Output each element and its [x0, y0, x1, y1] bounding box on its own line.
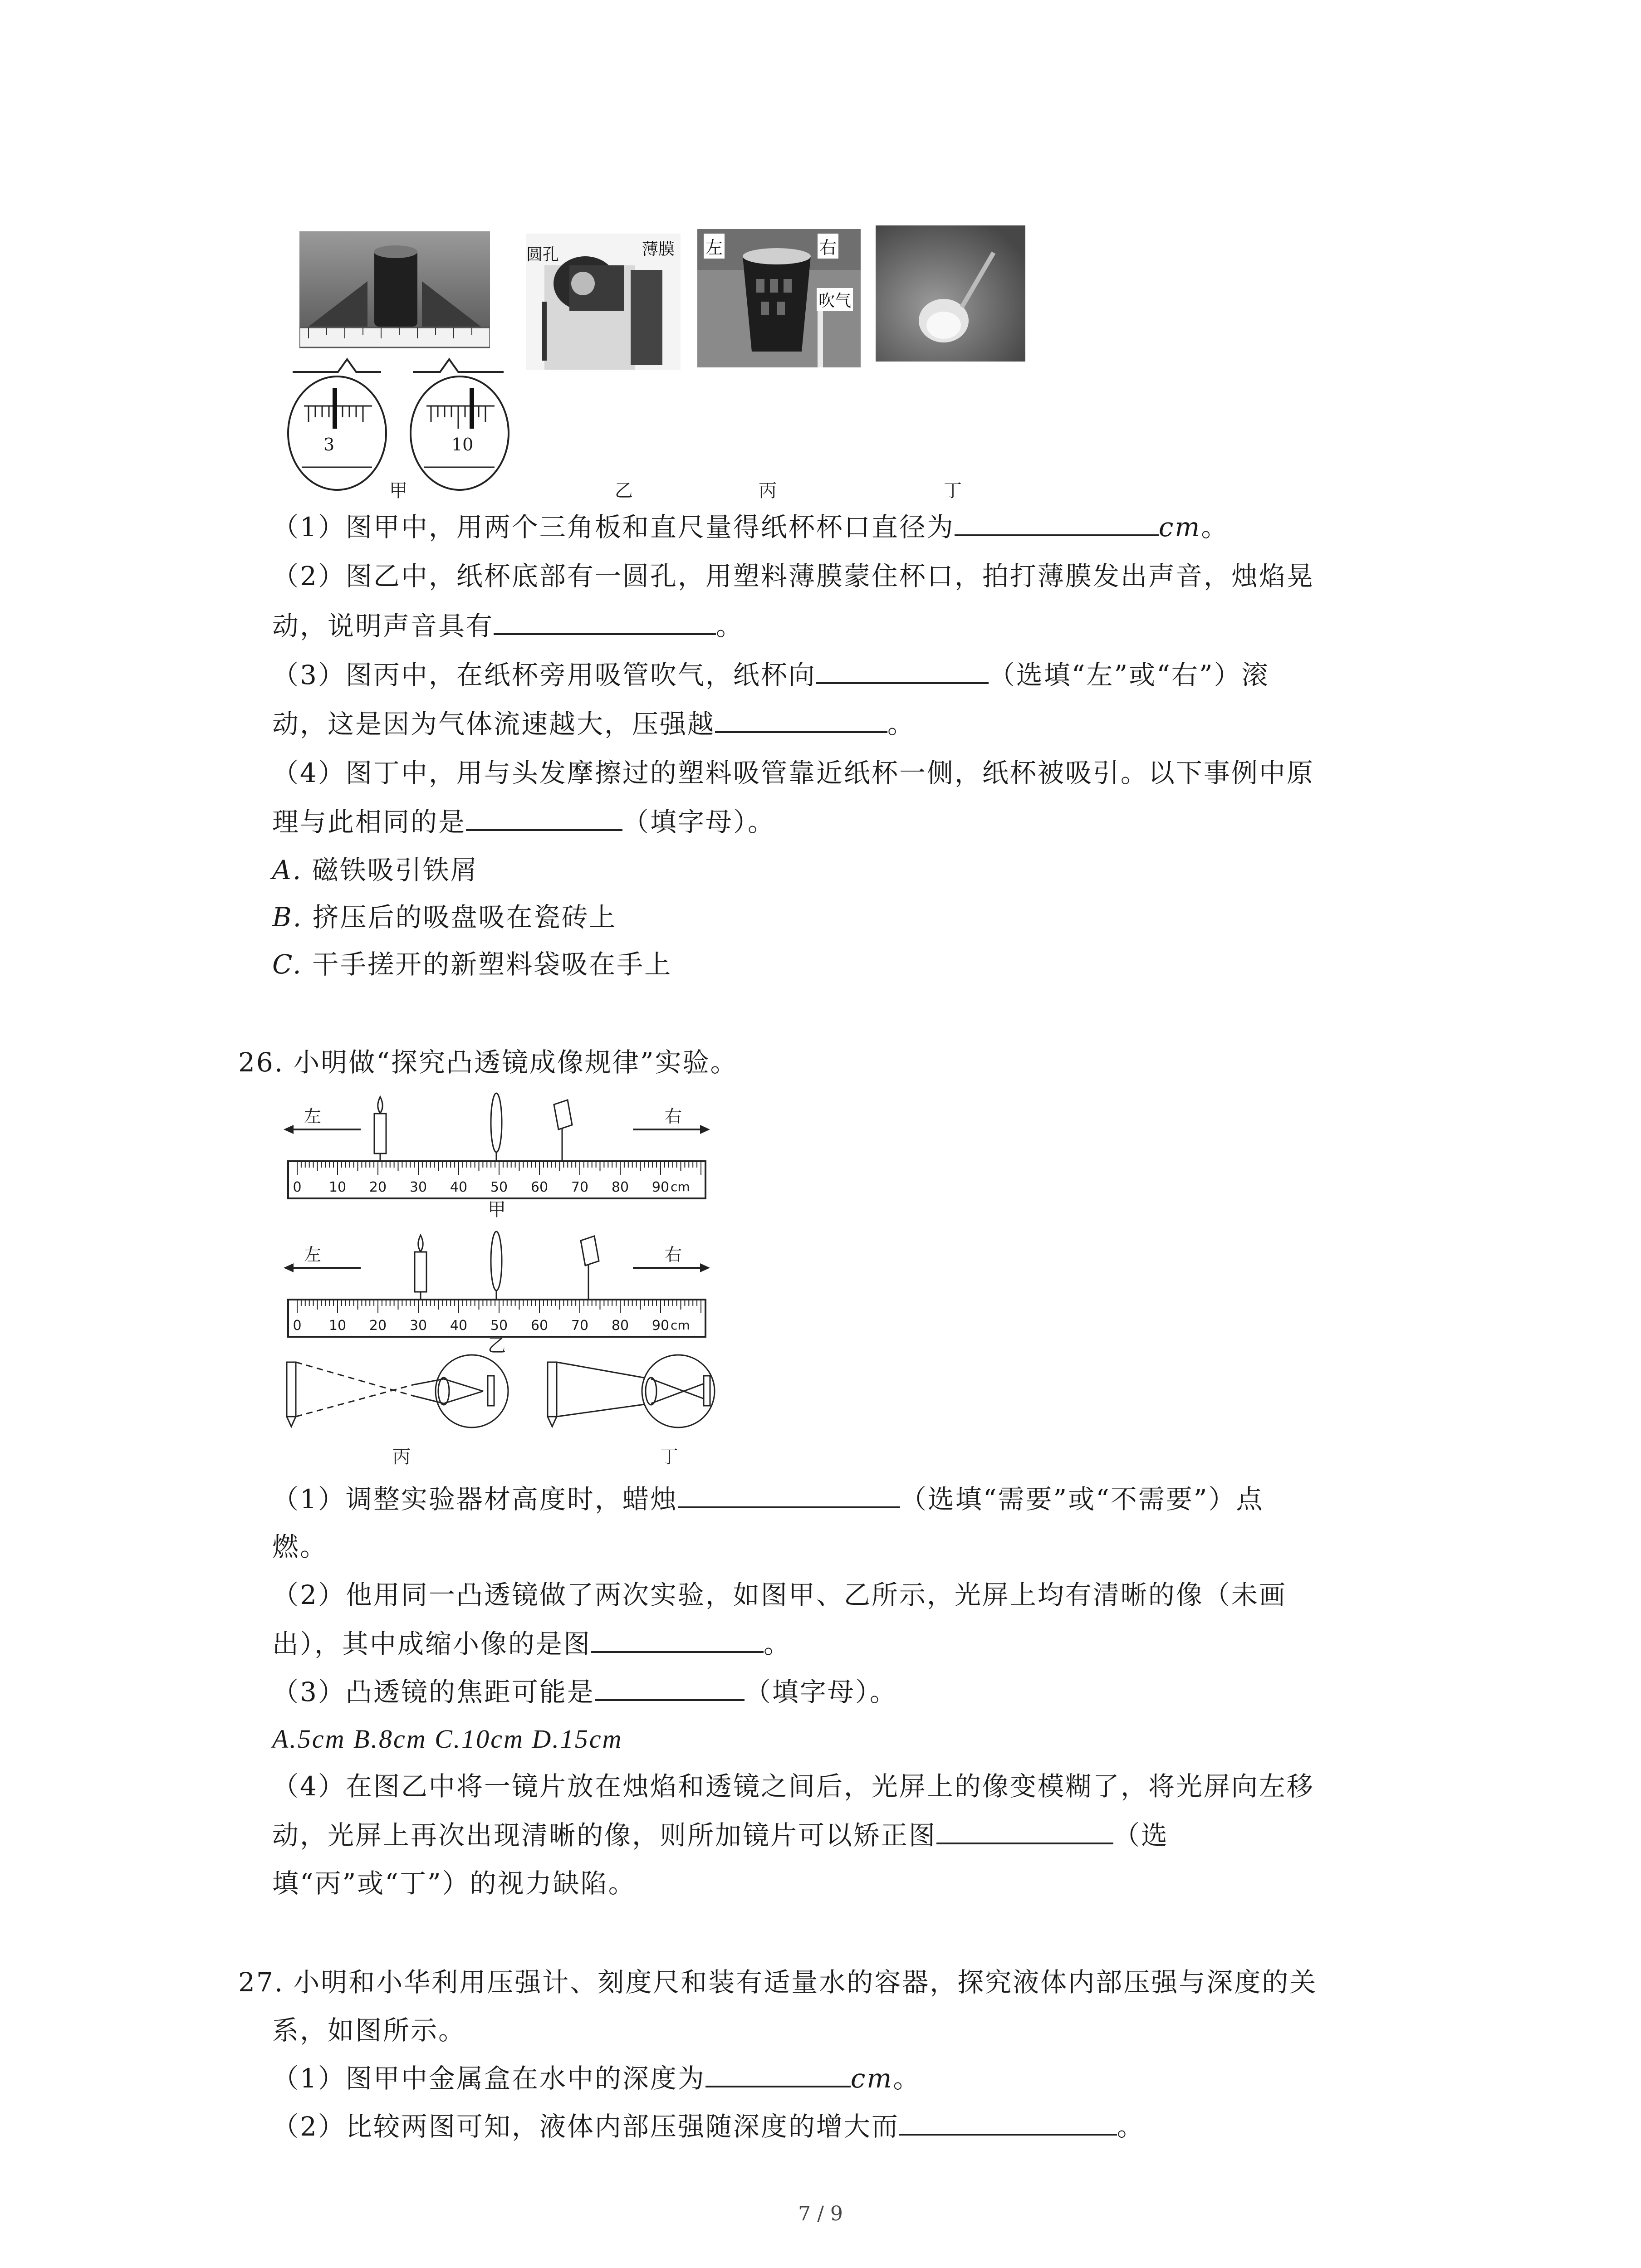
- magnifier-right: [406, 354, 515, 494]
- q27-part1: （1）图甲中金属盒在水中的深度为 cm。: [272, 2060, 921, 2097]
- label-zuo: 左: [704, 234, 725, 259]
- q25-blank-1[interactable]: [955, 509, 1159, 536]
- ruler-tick-label: 90: [652, 1318, 670, 1334]
- ruler-tick-label: 90: [652, 1179, 670, 1195]
- q27-stem-line1: 27. 小明和小华利用压强计、刻度尺和装有适量水的容器，探究液体内部压强与深度的关: [238, 1967, 1318, 1998]
- q25-option-b: B. 挤压后的吸盘吸在瓷砖上: [272, 902, 617, 933]
- ruler-unit: cm: [671, 1318, 690, 1333]
- magnifier-left: [284, 354, 392, 494]
- q26-part1-line2: 燃。: [272, 1531, 328, 1562]
- ruler-tick-label: 70: [571, 1318, 589, 1334]
- ruler-tick-label: 30: [409, 1318, 427, 1334]
- q25-part2-line1: （2）图乙中，纸杯底部有一圆孔，用塑料薄膜蒙住杯口，拍打薄膜发出声音，烛焰晃: [272, 561, 1314, 591]
- q26-part4-line3: 填“丙”或“丁”）的视力缺陷。: [272, 1868, 636, 1899]
- q26-options: A.5cm B.8cm C.10cm D.15cm: [272, 1724, 623, 1754]
- q26-blank-4[interactable]: [936, 1817, 1113, 1844]
- ruler-tick-label: 0: [293, 1179, 302, 1195]
- q27-stem-line2: 系，如图所示。: [272, 2015, 466, 2046]
- q25-blank-4[interactable]: [715, 706, 887, 733]
- optical-bench-jia: [284, 1089, 710, 1202]
- fig-label-bing: 丙: [759, 480, 777, 501]
- q25-part1: （1）图甲中，用两个三角板和直尺量得纸杯杯口直径为 cm。: [272, 509, 1229, 545]
- ruler-tick-label: 0: [293, 1318, 302, 1334]
- ruler-tick-label: 40: [450, 1179, 468, 1195]
- q26-title: 26. 小明做“探究凸透镜成像规律”实验。: [238, 1047, 738, 1078]
- q25-blank-2[interactable]: [494, 608, 716, 635]
- ruler-tick-label: 60: [530, 1318, 549, 1334]
- q25-part3-line1: （3）图丙中，在纸杯旁用吸管吹气，纸杯向 （选填“左”或“右”）滚: [272, 657, 1269, 693]
- q27-blank-2[interactable]: [899, 2108, 1117, 2136]
- q26-blank-3[interactable]: [595, 1674, 745, 1701]
- q25-part4-line1: （4）图丁中，用与头发摩擦过的塑料吸管靠近纸杯一侧，纸杯被吸引。以下事例中原: [272, 758, 1314, 788]
- q26-part1-line1: （1）调整实验器材高度时，蜡烛 （选填“需要”或“不需要”）点: [272, 1481, 1264, 1517]
- q26-part4-line2: 动，光屏上再次出现清晰的像，则所加镜片可以矫正图 （选: [272, 1817, 1169, 1853]
- fig-label-jia: 甲: [389, 480, 407, 501]
- bench-jia-right: 右: [665, 1106, 682, 1126]
- ruler-tick-label: 10: [328, 1318, 347, 1334]
- q26-part2-line2: 出），其中成缩小像的是图 。: [272, 1626, 791, 1662]
- q27-blank-1[interactable]: [705, 2060, 851, 2087]
- fig-label-yi: 乙: [615, 480, 633, 501]
- q25-blank-5[interactable]: [466, 804, 622, 831]
- label-chuiqi: 吹气: [817, 288, 853, 311]
- bench-yi-left: 左: [304, 1245, 322, 1265]
- fig-label-26-bing: 丙: [392, 1447, 411, 1467]
- fig-label-26-jia: 甲: [488, 1199, 506, 1220]
- q26-part3: （3）凸透镜的焦距可能是 （填字母）。: [272, 1674, 897, 1710]
- fig-label-26-ding: 丁: [660, 1447, 678, 1467]
- ruler-unit: cm: [671, 1179, 690, 1194]
- q25-option-a: A. 磁铁吸引铁屑: [272, 855, 478, 885]
- q25-option-c: C. 干手搓开的新塑料袋吸在手上: [272, 949, 672, 980]
- fig-label-26-yi: 乙: [488, 1335, 506, 1356]
- eye-diagram-bing: [281, 1354, 535, 1436]
- magnifier-right-value: 10: [451, 435, 474, 455]
- q25-part4-line2: 理与此相同的是 （填字母）。: [272, 804, 775, 840]
- ruler-tick-label: 20: [369, 1318, 387, 1334]
- bench-jia-tick-labels: [284, 1179, 710, 1198]
- photo-jia: [299, 231, 490, 367]
- photo-ding: [876, 225, 1025, 362]
- eye-diagram-ding: [542, 1354, 742, 1436]
- photo-bing: [697, 229, 861, 367]
- magnifier-left-value: 3: [323, 435, 335, 455]
- q25-part3-line2: 动，这是因为气体流速越大，压强越 。: [272, 706, 915, 742]
- bench-jia-left: 左: [304, 1106, 322, 1126]
- page-number: 7 / 9: [798, 2202, 843, 2225]
- q26-part4-line1: （4）在图乙中将一镜片放在烛焰和透镜之间后，光屏上的像变模糊了，将光屏向左移: [272, 1771, 1314, 1802]
- label-yuankong: 圆孔: [526, 245, 559, 264]
- fig-label-ding: 丁: [944, 480, 962, 501]
- ruler-tick-label: 50: [490, 1318, 508, 1334]
- q26-blank-1[interactable]: [678, 1481, 900, 1508]
- label-baomo: 薄膜: [642, 240, 675, 259]
- ruler-tick-label: 30: [409, 1179, 427, 1195]
- ruler-tick-label: 10: [328, 1179, 347, 1195]
- q25-blank-3[interactable]: [816, 657, 989, 684]
- ruler-tick-label: 60: [530, 1179, 549, 1195]
- q25-part2-line2: 动，说明声音具有 。: [272, 608, 744, 644]
- q27-part2: （2）比较两图可知，液体内部压强随深度的增大而 。: [272, 2108, 1145, 2145]
- ruler-tick-label: 70: [571, 1179, 589, 1195]
- label-you: 右: [818, 234, 838, 259]
- q26-part2-line1: （2）他用同一凸透镜做了两次实验，如图甲、乙所示，光屏上均有清晰的像（未画: [272, 1579, 1287, 1610]
- ruler-tick-label: 20: [369, 1179, 387, 1195]
- ruler-tick-label: 80: [611, 1318, 629, 1334]
- q26-blank-2[interactable]: [591, 1626, 764, 1653]
- ruler-tick-label: 50: [490, 1179, 508, 1195]
- ruler-tick-label: 40: [450, 1318, 468, 1334]
- ruler-tick-label: 80: [611, 1179, 629, 1195]
- photo-yi: [526, 234, 681, 370]
- bench-yi-right: 右: [665, 1245, 682, 1265]
- optical-bench-yi: [284, 1227, 710, 1340]
